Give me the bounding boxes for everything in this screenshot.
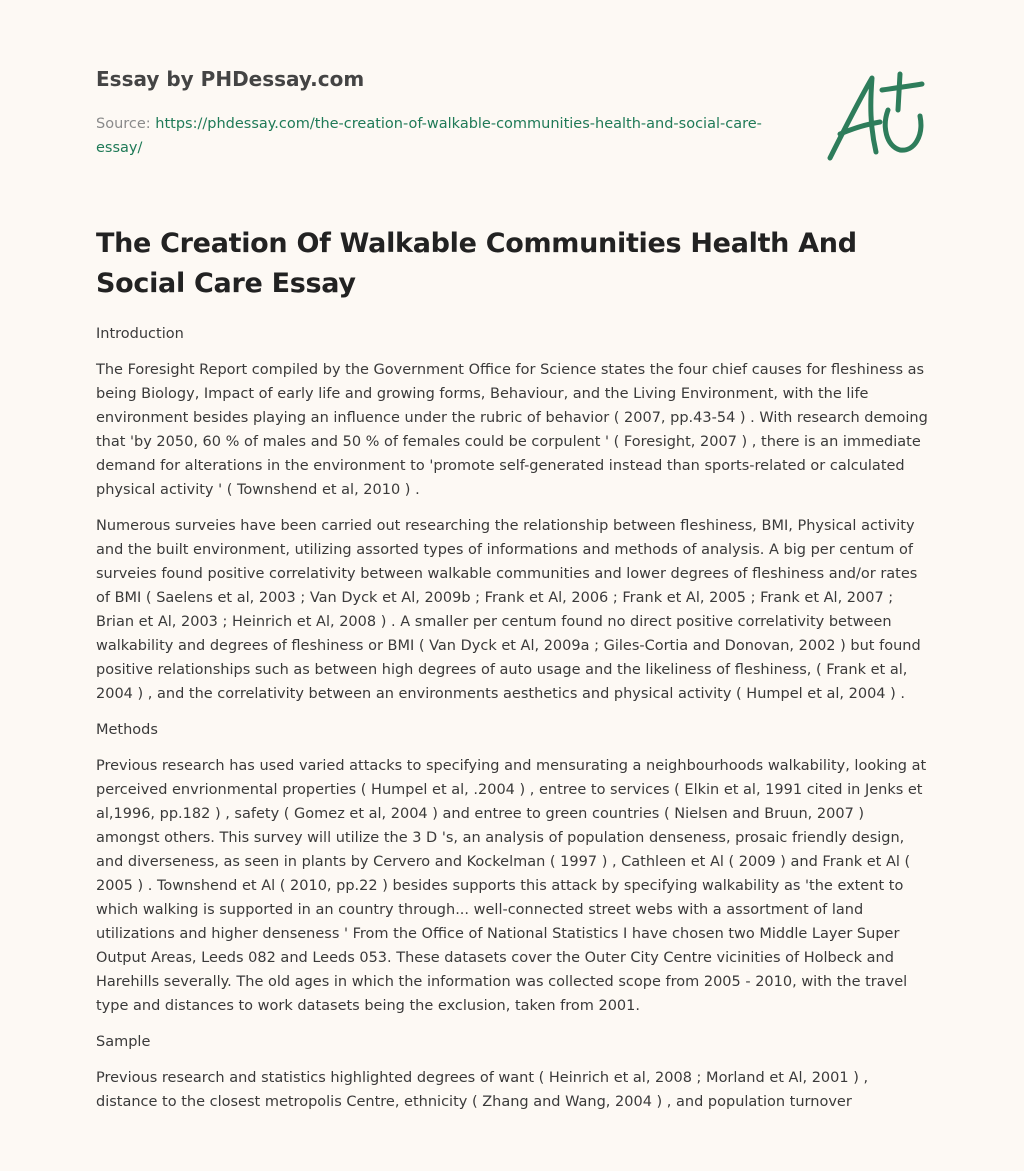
paragraph: Previous research and statistics highlighted degrees of want ( Heinrich et al, 2008 ; Morland et Al, 2001 ) , distance to the closest metropolis Centre, ethnicity ( Zhang and Wang, 2004 ) , and population turnover (96, 1070, 869, 1110)
page-title: The Creation Of Walkable Communities Health And Social Care Essay (96, 228, 857, 299)
paragraph: Previous research has used varied attacks to specifying and mensurating a neighbourhoods walkability, looking at perceived envrionmental properties ( Humpel et al, .2004 ) , entree to services ( Elkin et al, 1991 cited in Jenks et al,1996, pp.182 ) , safety ( Gomez et al, 2004 ) and entree to green countries ( Nielsen and Bruun, 2007 ) amongst others. This survey will utilize the 3 D 's, an analysis of population denseness, prosaic friendly design, and diverseness, as seen in plants by Cervero and Kockelman ( 1997 ) , Cathleen et Al ( 2009 ) and Frank et Al ( 2005 ) . Townshend et Al ( 2010, pp.22 ) besides supports this attack by specifying walkability as 'the extent to which walking is supported in an country through... well-connected street webs with a assortment of land utilizations and higher denseness ' From the Office of National Statistics I have chosen two Middle Layer Super Output Areas, Leeds 082 and Leeds 053. These datasets cover the Outer City Centre vicinities of Holbeck and Harehills severally. The old ages in which the information was collected scope from 2005 - 2010, with the travel type and distances to work datasets being the exclusion, taken from 2001. (96, 758, 927, 1014)
paragraph: The Foresight Report compiled by the Government Office for Science states the four chief causes for fleshiness as being Biology, Impact of early life and growing forms, Behaviour, and the Living Environment, with the life environment besides playing an influence under the rubric of behavior ( 2007, pp.43-54 ) . With research demoing that 'by 2050, 60 % of males and 50 % of females could be corpulent ' ( Foresight, 2007 ) , there is an immediate demand for alterations in the environment to 'promote self-generated instead than sports-related or calculated physical activity ' ( Townshend et al, 2010 ) . (96, 362, 928, 498)
source-line (96, 112, 776, 160)
section-sample (96, 1030, 928, 1114)
source-label: Source: (96, 116, 156, 132)
a-plus-logo-icon (818, 66, 930, 166)
section-methods (96, 718, 928, 1018)
section-heading: Methods (96, 722, 158, 738)
paragraph: Numerous surveies have been carried out researching the relationship between fleshiness, BMI, Physical activity and the built environment, utilizing assorted types of informations and methods of analysis. A big per centum of surveies found positive correlativity between walkable communities and lower degrees of fleshiness and/or rates of BMI ( Saelens et al, 2003 ; Van Dyck et Al, 2009b ; Frank et Al, 2006 ; Frank et Al, 2005 ; Frank et Al, 2007 ; Brian et Al, 2003 ; Heinrich et Al, 2008 ) . A smaller per centum found no direct positive correlativity between walkability and degrees of fleshiness or BMI ( Van Dyck et Al, 2009a ; Giles-Cortia and Donovan, 2002 ) but found positive relationships such as between high degrees of auto usage and the likeliness of fleshiness, ( Frank et al, 2004 ) , and the correlativity between an environments aesthetics and physical activity ( Humpel et al, 2004 ) . (96, 518, 921, 702)
article (96, 224, 928, 1126)
header (96, 66, 776, 160)
a-plus-logo-svg (818, 66, 930, 166)
section-heading: Sample (96, 1034, 151, 1050)
site-title: Essay by PHDessay.com (96, 67, 365, 91)
source-link[interactable]: https://phdessay.com/the-creation-of-walkable-communities-health-and-social-care-essay/ (96, 116, 762, 156)
section-heading: Introduction (96, 326, 184, 342)
section-introduction (96, 322, 928, 706)
